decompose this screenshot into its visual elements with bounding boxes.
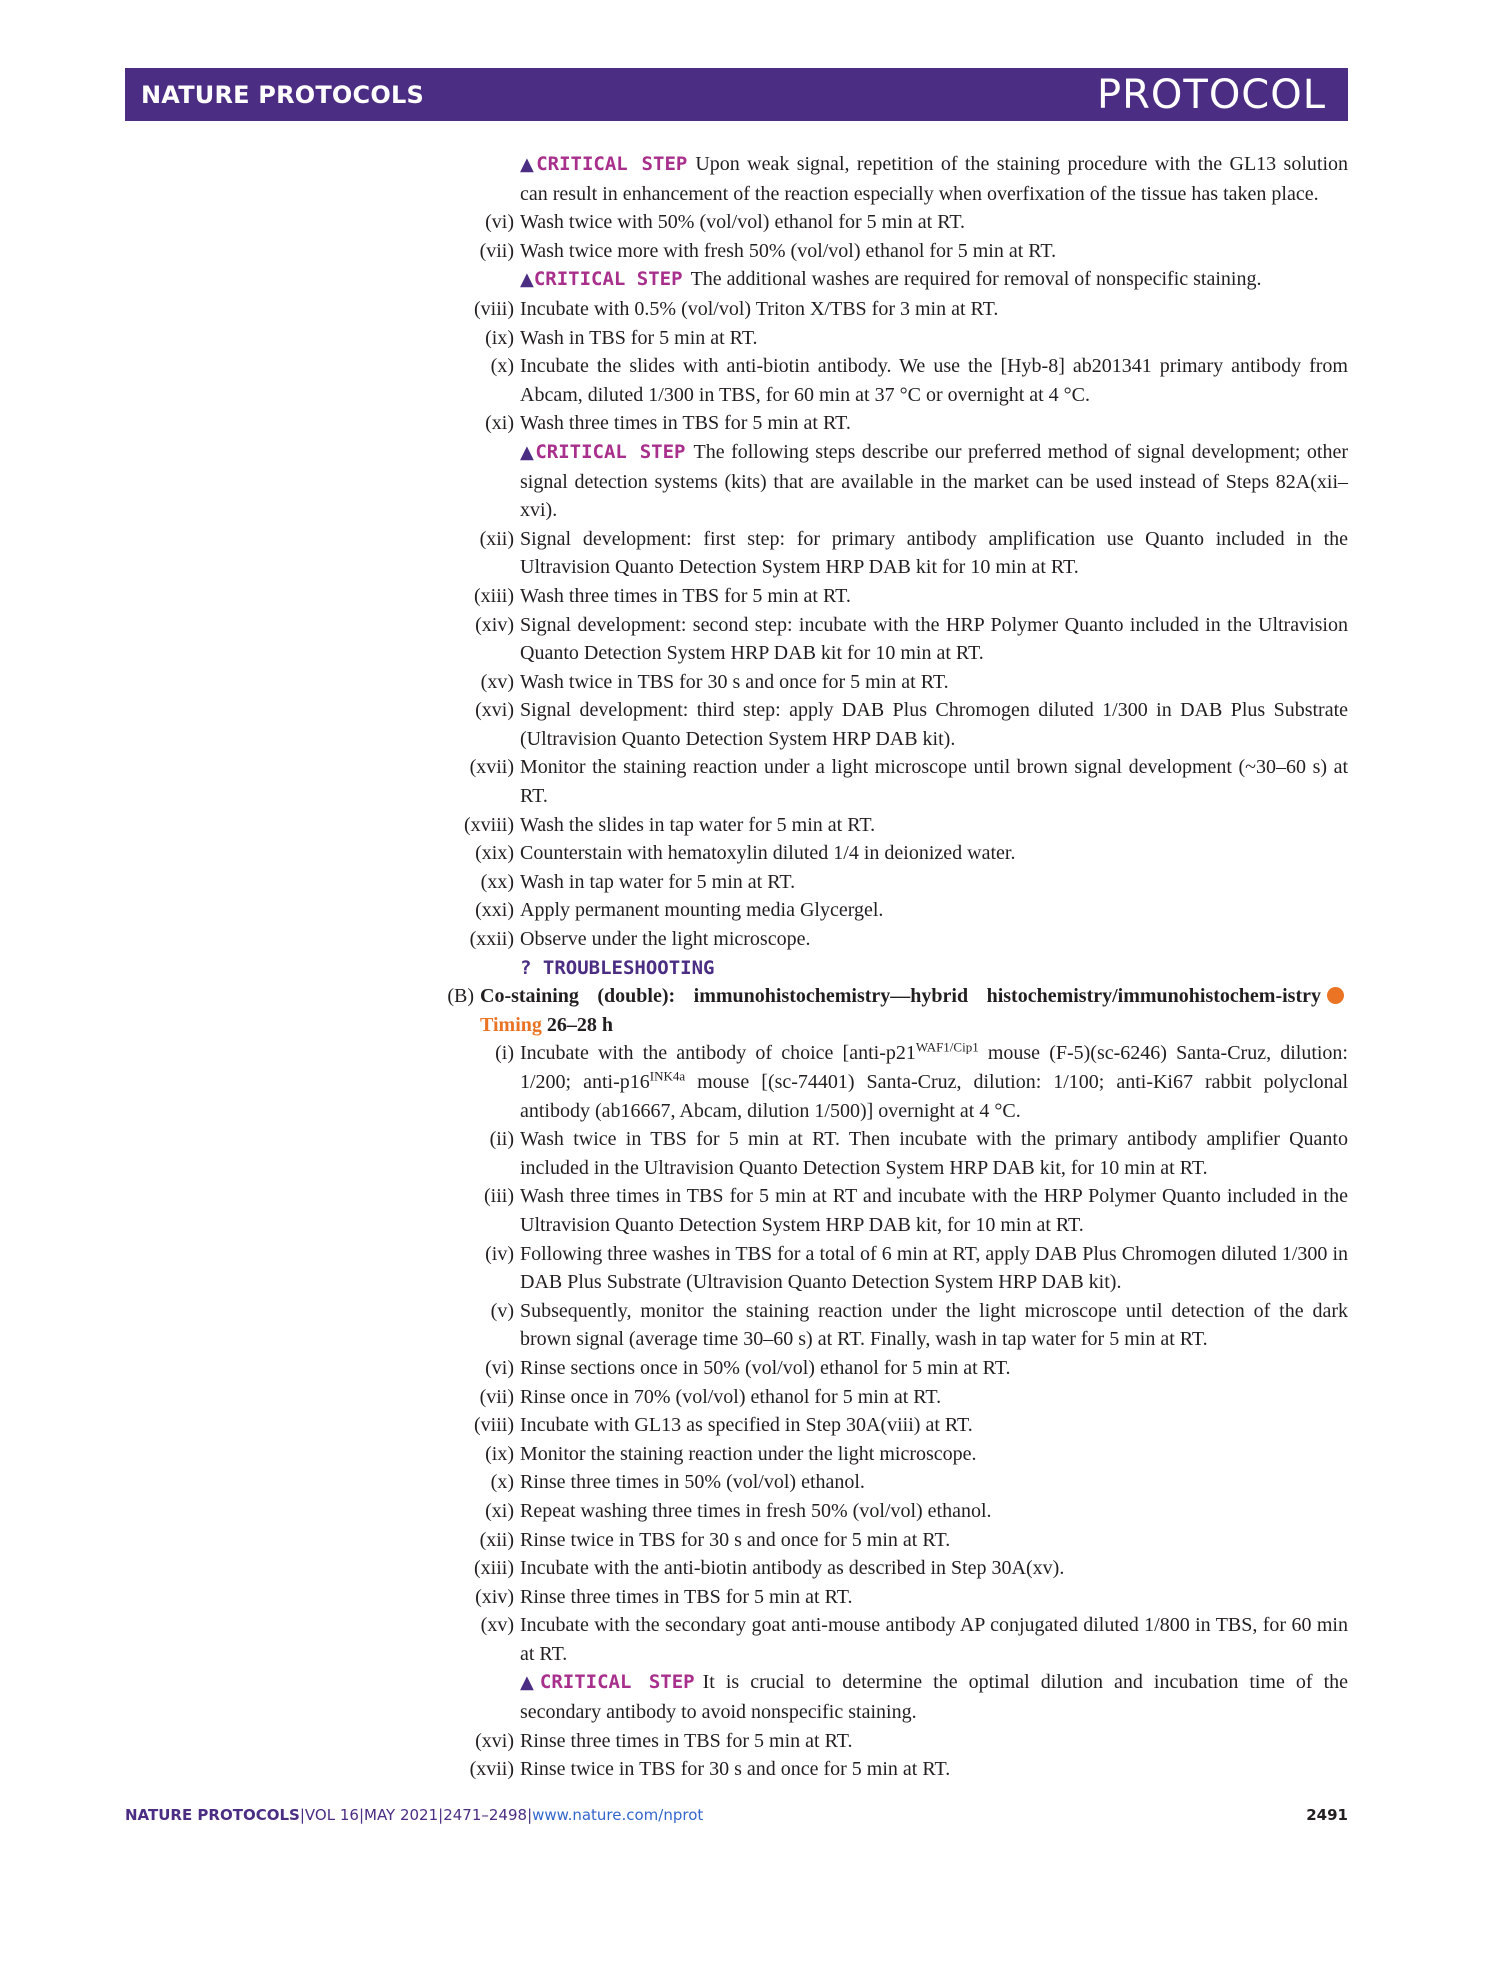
step-item: [400, 1727, 1348, 1756]
step-item: [400, 925, 1348, 954]
critical-step-text: The following steps describe our preferred method of signal development; other signal detection systems (kits) that are available in the market can be used instead of Steps 82A(xii–xvi).: [520, 440, 1348, 522]
step-item: [400, 1440, 1348, 1469]
critical-step-note: [400, 438, 1348, 525]
step-number: (ii): [489, 1128, 514, 1151]
step-text: Incubate with the anti-biotin antibody as described in Step 30A(xv).: [520, 1557, 1065, 1580]
footer-separator: |: [358, 1806, 364, 1824]
step-number: (x): [490, 1471, 514, 1494]
step-item: [400, 1468, 1348, 1497]
step-text: Signal development: second step: incubate with the HRP Polymer Quanto included in the Ultravision Quanto Detection System HRP DAB kit for 10 min at RT.: [520, 613, 1348, 665]
step-number: (xiv): [475, 613, 514, 636]
step-item: [400, 1554, 1348, 1583]
step-number: (xvii): [469, 756, 514, 779]
step-text: Wash twice with 50% (vol/vol) ethanol for 5 min at RT.: [520, 211, 966, 234]
step-item: [400, 1240, 1348, 1297]
step-text: Rinse sections once in 50% (vol/vol) ethanol for 5 min at RT.: [520, 1356, 1011, 1379]
step-text: Wash three times in TBS for 5 min at RT.: [520, 412, 851, 435]
step-list-a2: [400, 295, 1348, 438]
step-text: Observe under the light microscope.: [520, 928, 811, 951]
step-number: (xxi): [475, 899, 514, 922]
timing-value: 26–28 h: [546, 1013, 613, 1036]
step-number: (vii): [479, 1385, 514, 1408]
step-text: Wash in tap water for 5 min at RT.: [520, 870, 796, 893]
step-number: (xii): [479, 1528, 514, 1551]
page-number: 2491: [1306, 1806, 1348, 1824]
step-list-a3: [400, 525, 1348, 954]
critical-triangle-icon: ▲: [520, 441, 536, 463]
step-text: Monitor the staining reaction under a light microscope until brown signal development (~30–60 s) at RT.: [520, 756, 1348, 808]
critical-step-text: It is crucial to determine the optimal dilution and incubation time of the secondary antibody to avoid nonspecific staining.: [520, 1671, 1349, 1724]
step-item: [400, 896, 1348, 925]
step-text: Incubate with the secondary goat anti-mouse antibody AP conjugated diluted 1/800 in TBS, for 60 min at RT.: [520, 1614, 1348, 1665]
critical-step-text: Upon weak signal, repetition of the staining procedure with the GL13 solution can result in enhancement of the reaction especially when overfixation of the tissue has taken place.: [520, 153, 1348, 205]
step-number: (xvii): [469, 1758, 514, 1781]
step-number: (ix): [485, 326, 514, 349]
step-list-b3: [400, 1727, 1348, 1784]
step-text: Incubate with the antibody of choice [$anti-p21^{WAF1/Cip1}$ mouse (F-5)(sc-6246) Santa-Cruz, dilution: 1/200; anti-$p16^{INK4a}$ mouse [(sc-74401) Santa-Cruz, dilution: 1/100; anti-Ki67 rabbit polyclonal antibody (ab16667, Abcam, dilution 1/500)] overnight at 4 °C.: [520, 1039, 1348, 1122]
step-item: [400, 208, 1348, 237]
step-number: (x): [490, 355, 514, 378]
step-item: [400, 1583, 1348, 1612]
step-number: (xix): [475, 842, 514, 865]
footer-url-link[interactable]: www.nature.com/nprot: [532, 1806, 704, 1824]
step-text: Rinse three times in 50% (vol/vol) ethanol.: [520, 1471, 865, 1494]
step-text: Wash three times in TBS for 5 min at RT.: [520, 584, 851, 607]
step-number: (ix): [485, 1442, 514, 1465]
step-item: [400, 1125, 1348, 1182]
step-text: Counterstain with hematoxylin diluted 1/4 in deionized water.: [520, 842, 1016, 865]
step-number: (vi): [485, 1356, 514, 1379]
step-number: (xv): [480, 670, 514, 693]
step-item: [400, 1354, 1348, 1383]
step-text: Monitor the staining reaction under the light microscope.: [520, 1442, 977, 1465]
step-item: [400, 1755, 1348, 1784]
journal-name: NATURE PROTOCOLS: [141, 81, 424, 109]
step-number: (viii): [474, 297, 514, 320]
step-number: (v): [490, 1299, 514, 1322]
footer-separator: |: [438, 1806, 444, 1824]
step-item: [400, 1297, 1348, 1354]
troubleshooting-link[interactable]: ? TROUBLESHOOTING: [520, 956, 715, 979]
step-text: Rinse three times in TBS for 5 min at RT.: [520, 1585, 853, 1608]
step-number: (xi): [485, 412, 514, 435]
step-list-b2: [400, 1125, 1348, 1668]
step-item: [400, 352, 1348, 409]
step-number: (vii): [479, 239, 514, 262]
step-item: [400, 611, 1348, 668]
step-text: Rinse twice in TBS for 30 s and once for 5 min at RT.: [520, 1758, 951, 1781]
step-text: Rinse once in 70% (vol/vol) ethanol for 5 min at RT.: [520, 1385, 942, 1408]
critical-step-label: CRITICAL STEP: [535, 440, 686, 463]
critical-triangle-icon: ▲: [520, 269, 534, 291]
step-number: (xvi): [475, 699, 514, 722]
step-list-a1: [400, 208, 1348, 265]
step-text: Wash twice in TBS for 5 min at RT. Then incubate with the primary antibody amplifier Quanto included in the Ultravision Quanto Detection System HRP DAB kit, for 10 min at RT.: [520, 1128, 1348, 1179]
step-text: Signal development: third step: apply DAB Plus Chromogen diluted 1/300 in DAB Plus Substrate (Ultravision Quanto Detection System HRP DAB kit).: [520, 699, 1348, 750]
step-text: Wash the slides in tap water for 5 min at RT.: [520, 813, 876, 836]
section-b-heading: [400, 982, 1348, 1039]
step-text: Incubate the slides with anti-biotin antibody. We use the [Hyb-8] ab201341 primary antibody from Abcam, diluted 1/300 in TBS, for 60 min at 37 °C or overnight at 4 °C.: [520, 355, 1348, 406]
step-number: (i): [495, 1042, 514, 1065]
step-number: (iii): [484, 1185, 514, 1208]
section-b-title: Co-staining (double): immunohistochemistry—hybrid histochemistry/immunohistochem-istryTiming 26–28 h: [480, 982, 1348, 1039]
step-text: Rinse three times in TBS for 5 min at RT.: [520, 1729, 853, 1752]
critical-step-note: [400, 265, 1348, 295]
step-number: (xviii): [464, 813, 514, 836]
superscript: WAF1/Cip1: [915, 1039, 979, 1055]
critical-step-note: [400, 1668, 1348, 1726]
step-item: [400, 1526, 1348, 1555]
step-number: (xii): [479, 527, 514, 550]
step-number: (xiii): [474, 1557, 514, 1580]
timing-label: Timing: [480, 1013, 542, 1036]
footer-separator: |: [299, 1806, 305, 1824]
step-item: [400, 1411, 1348, 1440]
step-number: (xx): [480, 870, 514, 893]
critical-triangle-icon: ▲: [520, 154, 537, 175]
step-text: Wash in TBS for 5 min at RT.: [520, 326, 758, 349]
step-item: [400, 1497, 1348, 1526]
footer-pages: 2471–2498: [443, 1806, 528, 1824]
journal-header-bar: [125, 68, 1348, 121]
step-number: (xv): [480, 1614, 514, 1637]
step-item: [400, 753, 1348, 810]
critical-triangle-icon: ▲: [520, 1672, 540, 1694]
step-number: (xvi): [475, 1729, 514, 1752]
step-item: [400, 1383, 1348, 1412]
footer-separator: |: [527, 1806, 533, 1824]
step-text: Signal development: first step: for primary antibody amplification use Quanto included in the Ultravision Quanto Detection System HRP DAB kit for 10 min at RT.: [520, 527, 1348, 579]
step-text: Rinse twice in TBS for 30 s and once for 5 min at RT.: [520, 1528, 951, 1551]
step-item: [400, 237, 1348, 266]
footer-date: MAY 2021: [364, 1806, 439, 1824]
critical-step-label: CRITICAL STEP: [536, 153, 688, 175]
step-number: (xiv): [475, 1585, 514, 1608]
step-item: [400, 1039, 1348, 1125]
step-item: [400, 1182, 1348, 1239]
critical-step-label: CRITICAL STEP: [539, 1671, 695, 1694]
step-item: [400, 839, 1348, 868]
step-number: (xxii): [469, 928, 514, 951]
critical-step-text: The additional washes are required for removal of nonspecific staining.: [690, 268, 1262, 291]
step-number: (xi): [485, 1499, 514, 1522]
step-text: Incubate with GL13 as specified in Step 30A(viii) at RT.: [520, 1414, 973, 1437]
step-item: [400, 525, 1348, 582]
step-text: Incubate with 0.5% (vol/vol) Triton X/TBS for 3 min at RT.: [520, 297, 999, 320]
footer-volume: VOL 16: [304, 1806, 359, 1824]
step-item: [400, 1611, 1348, 1668]
step-number: (vi): [485, 211, 514, 234]
step-item: [400, 582, 1348, 611]
step-text: Repeat washing three times in fresh 50% (vol/vol) ethanol.: [520, 1499, 992, 1522]
step-item: [400, 295, 1348, 324]
step-text: Apply permanent mounting media Glycergel.: [520, 899, 884, 922]
step-number: (iv): [485, 1242, 514, 1265]
section-b-label: (B): [447, 985, 474, 1008]
superscript: INK4a: [649, 1068, 686, 1084]
step-item: [400, 668, 1348, 697]
step-number: (xiii): [474, 584, 514, 607]
protocol-content: [400, 150, 1348, 1784]
step-item: [400, 409, 1348, 438]
step-item: [400, 324, 1348, 353]
step-item: [400, 811, 1348, 840]
step-text: Wash twice in TBS for 30 s and once for 5 min at RT.: [520, 670, 949, 693]
step-number: (viii): [474, 1414, 514, 1437]
step-text: Following three washes in TBS for a total of 6 min at RT, apply DAB Plus Chromogen diluted 1/300 in DAB Plus Substrate (Ultravision Quanto Detection System HRP DAB kit).: [520, 1242, 1348, 1294]
timing-dot-icon: [1327, 987, 1344, 1004]
step-text: Wash three times in TBS for 5 min at RT and incubate with the HRP Polymer Quanto included in the Ultravision Quanto Detection System HRP DAB kit, for 10 min at RT.: [520, 1185, 1348, 1236]
page-footer: [125, 1806, 1348, 1824]
step-item: [400, 696, 1348, 753]
step-item: [400, 868, 1348, 897]
critical-step-label: CRITICAL STEP: [533, 268, 683, 291]
footer-journal: NATURE PROTOCOLS: [125, 1806, 300, 1824]
step-text: Wash twice more with fresh 50% (vol/vol) ethanol for 5 min at RT.: [520, 239, 1057, 262]
article-type: PROTOCOL: [1096, 72, 1326, 118]
step-text: Subsequently, monitor the staining reaction under the light microscope until detection of the dark brown signal (average time 30–60 s) at RT. Finally, wash in tap water for 5 min at RT.: [520, 1299, 1348, 1351]
critical-step-note: [400, 150, 1348, 208]
